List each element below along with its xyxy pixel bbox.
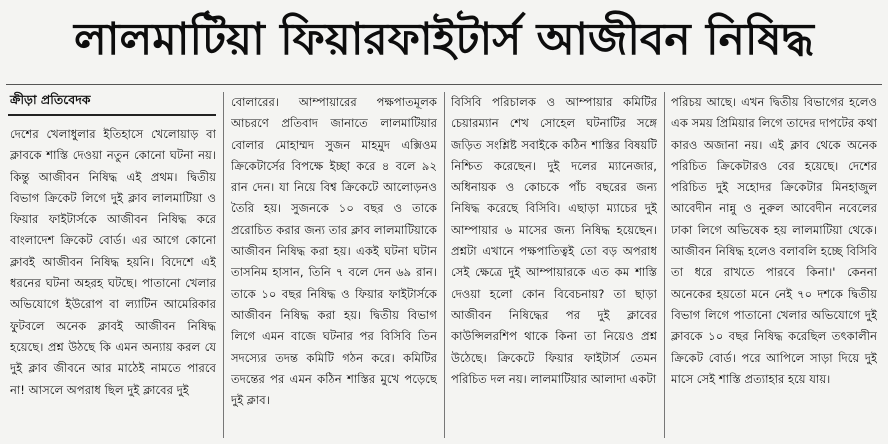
byline-underline — [8, 114, 216, 116]
article-column-4 — [671, 92, 877, 442]
headline-divider — [6, 84, 882, 85]
byline: ক্রীড়া প্রতিবেদক — [10, 92, 91, 107]
column-3-text: বিসিবি পরিচালক ও আম্পায়ার কমিটির চেয়ারম্যান শেখ সোহেল ঘটনাটির সঙ্গে জড়িত সংশ্লিষ্ট সবাইকে কঠিন শাস্তির বিষয়টি নিশ্চিত করেছেন। দুই দলের ম্যানেজার, অধিনায়ক ও কোচকে পাঁচ বছরের জন্য নিষিদ্ধ করেছে বিসিবি। এছাড়া ম্যাচের দুই আম্পায়ার ৬ মাসের জন্য নিষিদ্ধ হয়েছেন। প্রশ্নটা এখানে পক্ষপাতিত্বই তো বড় অপরাধ সেই ক্ষেত্রে দুই আম্পায়ারকে এত কম শাস্তি দেওয়া হলো কোন বিবেচনায়? তা ছাড়া আজীবন নিষিদ্ধের পর দুই ক্লাবের কাউন্সিলরশিপ থাকে কিনা তা নিয়েও প্রশ্ন উঠেছে। ক্রিকেটে ফিয়ার ফাইটার্স তেমন পরিচিত দল নয়। লালমাটিয়ার আলাদা একটা — [451, 95, 657, 386]
column-2-text: বোলারের। আম্পায়ারের পক্ষপাতমূলক আচরণে প্রতিবাদ জানাতে লালমাটিয়ার বোলার মোহাম্মদ সুজন মাহমুদ এক্সিওম ক্রিকেটার্সের বিপক্ষে ইচ্ছা করে ৪ বলে ৯২ রান দেন। যা নিয়ে বিশ্ব ক্রিকেটে আলোড়নও তৈরি হয়। সুজনকে ১০ বছর ও তাকে প্ররোচিত করার জন্য তার ক্লাব লালমাটিয়াকে আজীবন নিষিদ্ধ করা হয়। একই ঘটনা ঘটান তাসনিম হাসান, তিনি ৭ বলে দেন ৬৯ রান। তাকে ১০ বছর নিষিদ্ধ ও ফিয়ার ফাইটার্সকে আজীবন নিষিদ্ধ করা হয়। দ্বিতীয় বিভাগ লিগে এমন বাজে ঘটনার পর বিসিবি তিন সদস্যের তদন্ত কমিটি গঠন করে। কমিটির তদন্তের পর এমন কঠিন শাস্তির মুখে পড়েছে দুই ক্লাব। — [231, 95, 437, 408]
headline: লালমাটিয়া ফিয়ারফাইটার্স আজীবন নিষিদ্ধ — [74, 13, 814, 65]
column-divider — [223, 92, 224, 438]
column-4-text: পরিচয় আছে। এখন দ্বিতীয় বিভাগের হলেও এক সময় প্রিমিয়ার লিগে তাদের দাপটের কথা কারও অজানা নয়। এই ক্লাব থেকে অনেক পরিচিত ক্রিকেটারও বের হয়েছে। দেশের পরিচিত দুই সহোদর ক্রিকেটার মিনহাজুল আবেদীন নান্নু ও নুরুল আবেদীন নবেলের ঢাকা লিগে অভিষেক হয় লালমাটিয়া থেকে। আজীবন নিষিদ্ধ হলেও বলাবলি হচ্ছে বিসিবি তা ধরে রাখতে পারবে কিনা।' কেননা অনেকের হয়তো মনে নেই ৭০ দশকে দ্বিতীয় বিভাগ লিগে পাতানো খেলার অভিযোগে দুই ক্লাবকে ১০ বছর নিষিদ্ধ করেছিল তৎকালীন ক্রিকেট বোর্ড। পরে আপিলে সাড়া দিয়ে দুই মাসে সেই শাস্তি প্রত্যাহার হয়ে যায়। — [671, 95, 877, 386]
column-divider — [444, 92, 445, 438]
column-divider — [664, 92, 665, 438]
column-1-text: দেশের খেলাধুলার ইতিহাসে খেলোয়াড় বা ক্লাবকে শাস্তি দেওয়া নতুন কোনো ঘটনা নয়। কিন্তু আজীবন নিষিদ্ধ এই প্রথম। দ্বিতীয় বিভাগ ক্রিকেট লিগে দুই ক্লাব লালমাটিয়া ও ফিয়ার ফাইটার্সকে আজীবন নিষিদ্ধ করে বাংলাদেশ ক্রিকেট বোর্ড। এর আগে কোনো ক্লাবই আজীবন নিষিদ্ধ হয়নি। বিদেশে এই ধরনের ঘটনা অহরহ ঘটছে। পাতানো খেলার অভিযোগে ইউরোপ বা ল্যাটিন আমেরিকার ফুটবলে অনেক ক্লাবই আজীবন নিষিদ্ধ হয়েছে। প্রশ্ন উঠছে কি এমন অন্যায় করল যে দুই ক্লাব জীবনে আর মাঠেই নামতে পারবে না! আসলে অপরাধ ছিল দুই ক্লাবের দুই — [10, 127, 216, 397]
article-column-3 — [451, 92, 657, 442]
article-column-1 — [10, 124, 216, 442]
article-column-2 — [231, 92, 437, 442]
